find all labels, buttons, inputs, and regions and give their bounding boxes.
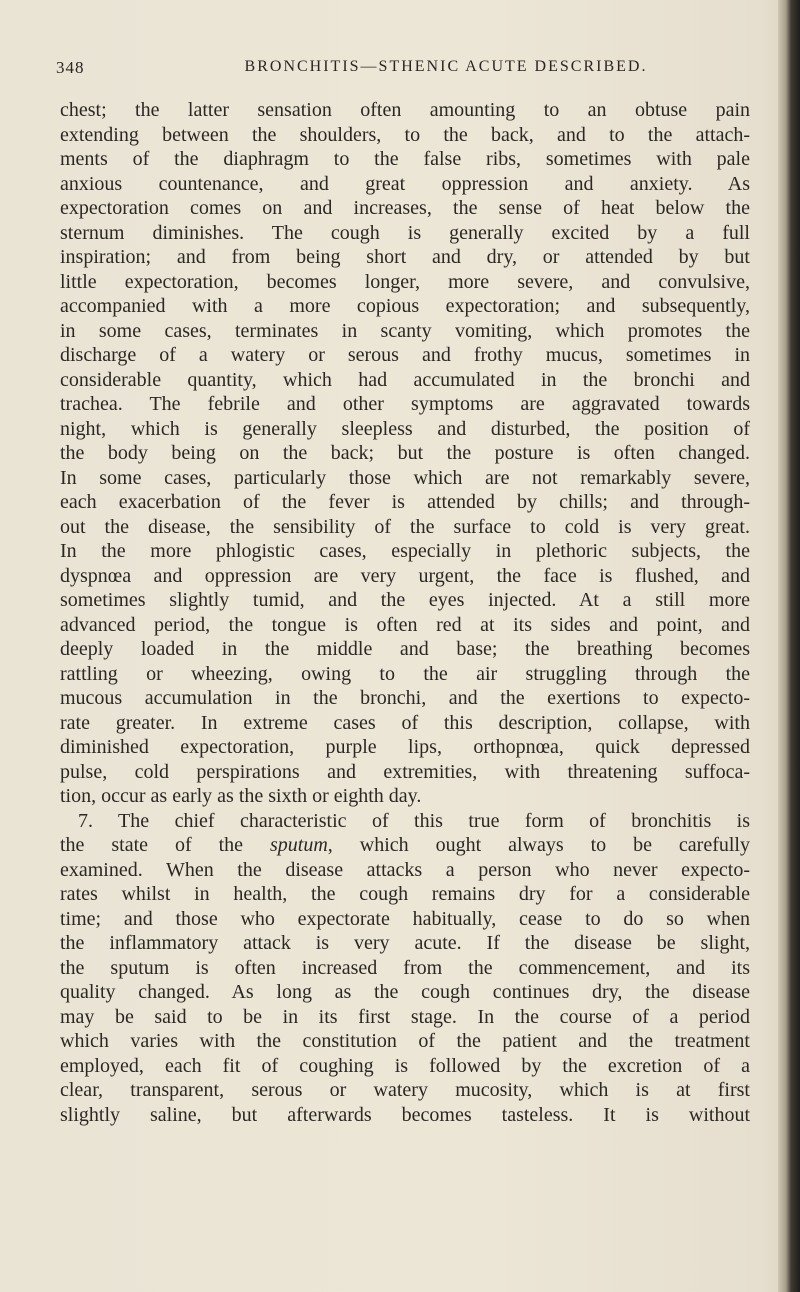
text-line: extending between the shoulders, to the back, and to the attach- — [60, 123, 750, 146]
text-line: chest; the latter sensation often amounting to an obtuse pain — [60, 99, 750, 121]
text-line: in some cases, terminates in scanty vomiting, which promotes the — [60, 319, 750, 342]
text-line: out the disease, the sensibility of the surface to cold is very great. — [60, 515, 750, 538]
text-line: accompanied with a more copious expectoration; and subsequently, — [60, 295, 750, 317]
body-text — [60, 98, 750, 1127]
book-spine-shadow — [778, 0, 800, 1292]
paragraph-7-start: 7. The chief characteristic of this true form of bronchitis is — [78, 809, 750, 832]
text-line: quality changed. As long as the cough continues dry, the disease — [60, 981, 750, 1003]
text-line: rattling or wheezing, owing to the air struggling through the — [60, 662, 750, 685]
text-line: considerable quantity, which had accumulated in the bronchi and — [60, 368, 750, 391]
page-number: 348 — [56, 58, 85, 77]
text-line: mucous accumulation in the bronchi, and the exertions to expecto- — [60, 687, 750, 709]
text-line: discharge of a watery or serous and frothy mucus, sometimes in — [60, 344, 750, 366]
text-line: each exacerbation of the fever is attended by chills; and through- — [60, 491, 750, 513]
text-line: expectoration comes on and increases, the sense of heat below the — [60, 197, 750, 219]
text-line: time; and those who expectorate habitually, cease to do so when — [60, 907, 750, 930]
text-line: rate greater. In extreme cases of this description, collapse, with — [60, 711, 750, 734]
text-line: night, which is generally sleepless and disturbed, the position of — [60, 417, 750, 440]
italic-term: sputum — [270, 834, 328, 856]
text-line: deeply loaded in the middle and base; the breathing becomes — [60, 638, 750, 660]
text-line: ments of the diaphragm to the false ribs, sometimes with pale — [60, 148, 750, 170]
text-line: sternum diminishes. The cough is generally excited by a full — [60, 221, 750, 244]
text-line-with-italic — [60, 833, 750, 858]
text-line: the sputum is often increased from the commencement, and its — [60, 956, 750, 979]
text-line: employed, each fit of coughing is followed by the excretion of a — [60, 1054, 750, 1077]
text-line: advanced period, the tongue is often red at its sides and point, and — [60, 613, 750, 636]
text-line: In some cases, particularly those which are not remarkably severe, — [60, 466, 750, 489]
text-line: little expectoration, becomes longer, more severe, and convulsive, — [60, 270, 750, 293]
text-line: which varies with the constitution of the patient and the treatment — [60, 1030, 750, 1052]
text-line: examined. When the disease attacks a person who never expecto- — [60, 858, 750, 881]
text-run: the state of the — [60, 834, 270, 856]
text-line: may be said to be in its first stage. In the course of a period — [60, 1005, 750, 1028]
text-line: trachea. The febrile and other symptoms are aggravated towards — [60, 393, 750, 415]
text-line: In the more phlogistic cases, especially in plethoric subjects, the — [60, 540, 750, 562]
text-line: clear, transparent, serous or watery mucosity, which is at first — [60, 1079, 750, 1101]
text-line: tion, occur as early as the sixth or eighth day. — [60, 785, 422, 807]
text-line: sometimes slightly tumid, and the eyes injected. At a still more — [60, 589, 750, 611]
text-line: slightly saline, but afterwards becomes tasteless. It is without — [60, 1103, 750, 1126]
text-run: , which ought always to be carefully — [327, 834, 750, 856]
text-line: diminished expectoration, purple lips, orthopnœa, quick depressed — [60, 736, 750, 758]
running-head — [56, 58, 736, 88]
text-line: the inflammatory attack is very acute. If the disease be slight, — [60, 932, 750, 954]
text-line: the body being on the back; but the posture is often changed. — [60, 442, 750, 464]
text-line: anxious countenance, and great oppression and anxiety. As — [60, 172, 750, 195]
text-line: rates whilst in health, the cough remains dry for a considerable — [60, 883, 750, 905]
running-title: BRONCHITIS—STHENIC ACUTE DESCRIBED. — [244, 58, 648, 75]
text-line: dyspnœa and oppression are very urgent, the face is flushed, and — [60, 564, 750, 587]
text-line: pulse, cold perspirations and extremities, with threatening suffoca- — [60, 760, 750, 783]
text-line: inspiration; and from being short and dry, or attended by but — [60, 246, 750, 268]
